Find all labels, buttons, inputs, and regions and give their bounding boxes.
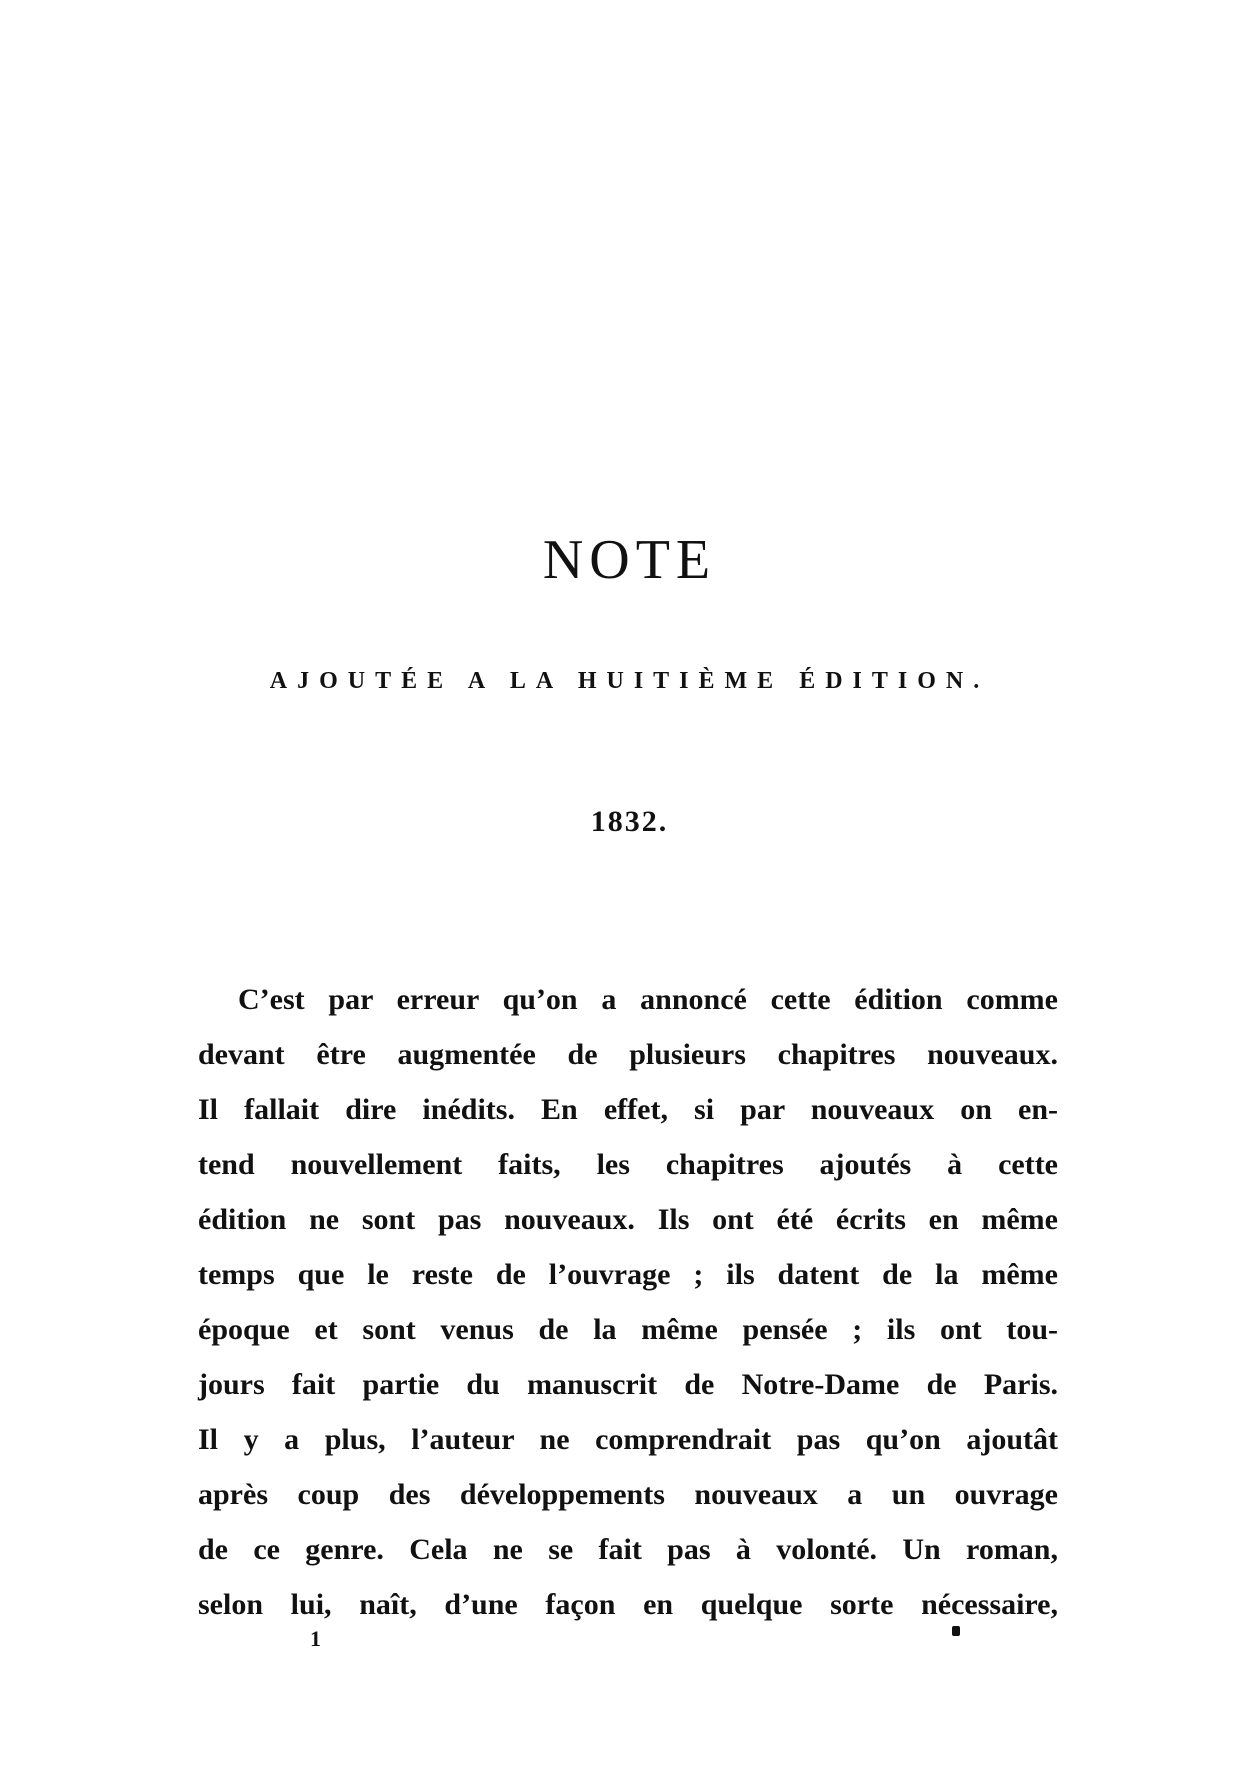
page-subtitle: AJOUTÉE A LA HUITIÈME ÉDITION. xyxy=(269,668,990,694)
text-line: C’est par erreur qu’on a annoncé cette édition comme xyxy=(238,983,1058,1016)
text-line: tend nouvellement faits, les chapitres ajoutés à cette xyxy=(198,1148,1058,1181)
text-line: édition ne sont pas nouveaux. Ils ont été écrits en même xyxy=(198,1203,1058,1236)
ink-dot xyxy=(952,1626,960,1636)
text-line: devant être augmentée de plusieurs chapitres nouveaux. xyxy=(198,1038,1058,1071)
text-line: selon lui, naît, d’une façon en quelque sorte nécessaire, xyxy=(198,1588,1058,1621)
text-line: temps que le reste de l’ouvrage ; ils datent de la même xyxy=(198,1258,1058,1291)
page-year: 1832. xyxy=(590,805,669,838)
text-line: Il y a plus, l’auteur ne comprendrait pas qu’on ajoutât xyxy=(198,1423,1058,1456)
body-text xyxy=(198,972,1058,1632)
text-line: de ce genre. Cela ne se fait pas à volonté. Un roman, xyxy=(198,1533,1058,1566)
text-line: jours fait partie du manuscrit de Notre-Dame de Paris. xyxy=(198,1368,1058,1401)
text-line: époque et sont venus de la même pensée ; ils ont tou- xyxy=(198,1313,1058,1346)
text-line: après coup des développements nouveaux a un ouvrage xyxy=(198,1478,1058,1511)
text-line: Il fallait dire inédits. En effet, si par nouveaux on en- xyxy=(198,1093,1058,1126)
page-title: NOTE xyxy=(542,529,717,591)
signature-mark: 1 xyxy=(310,1626,321,1651)
